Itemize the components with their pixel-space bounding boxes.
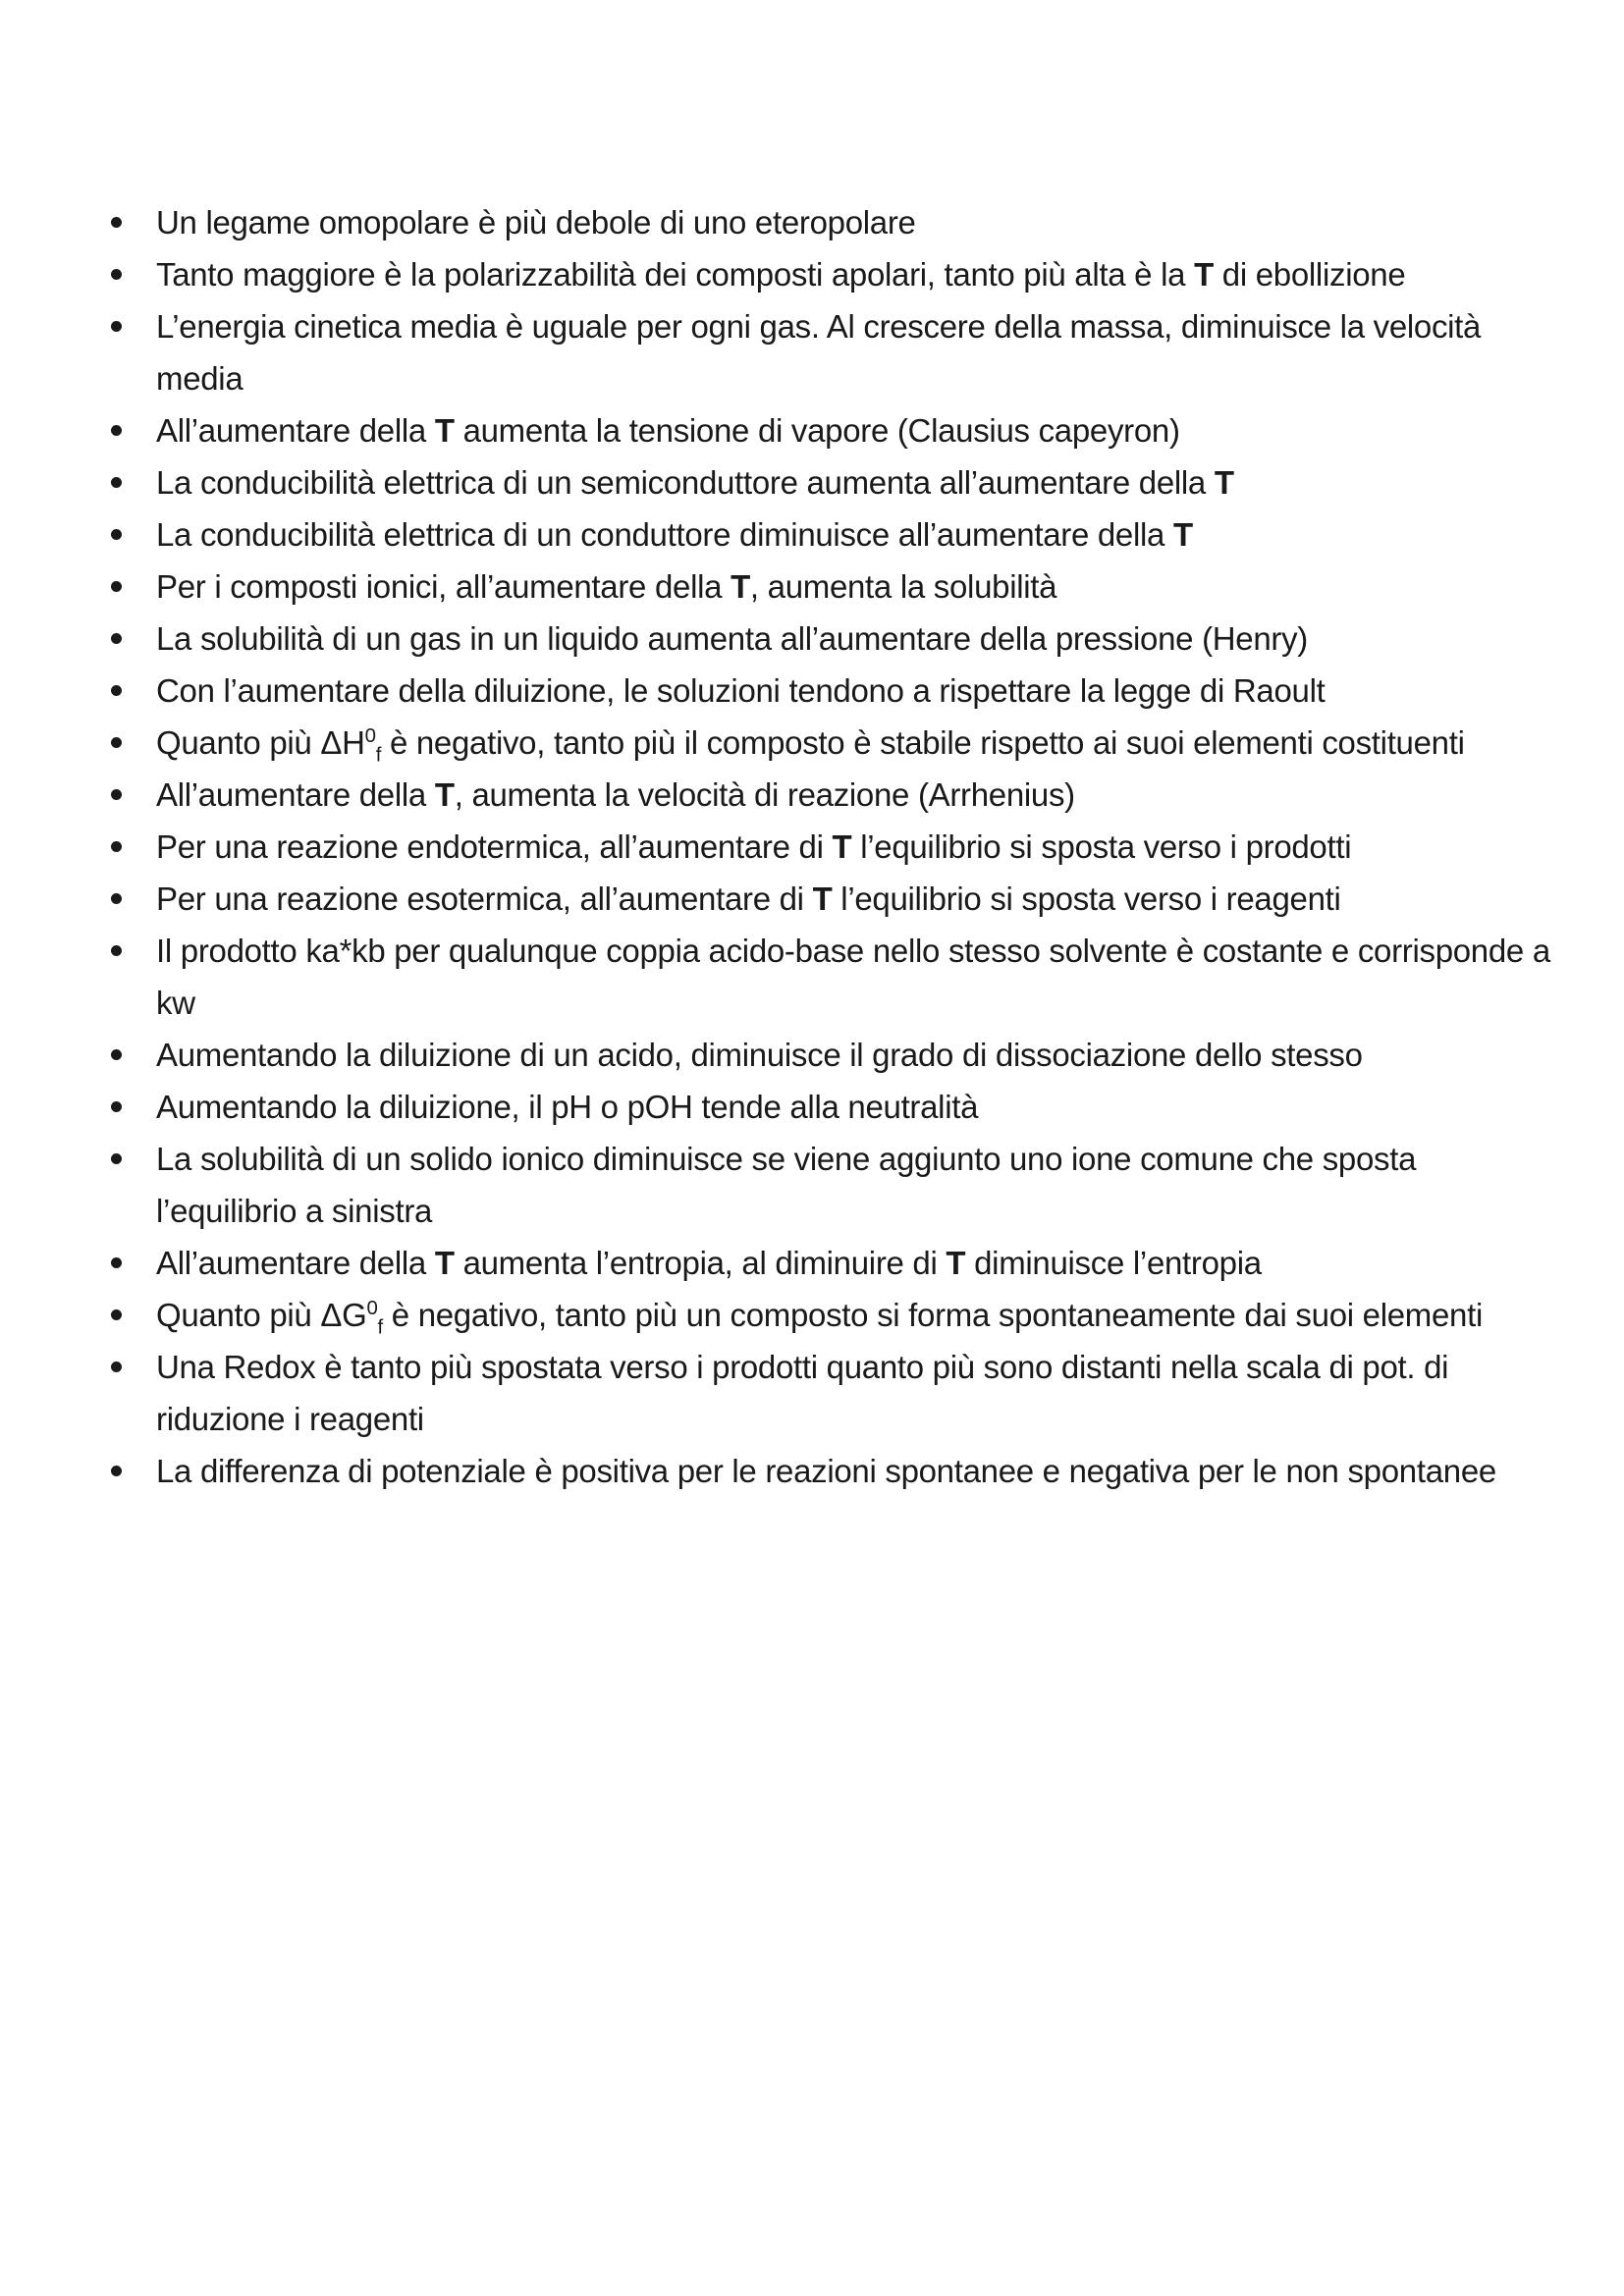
bullet-icon — [111, 217, 122, 228]
list-item-text — [156, 672, 1325, 709]
text-segment: di ebollizione — [1213, 256, 1406, 293]
bullet-icon — [111, 477, 122, 488]
bold-symbol: T — [434, 1245, 455, 1281]
list-item-text — [156, 881, 1341, 917]
list-item-text — [156, 620, 1308, 657]
list-item — [111, 1445, 1564, 1497]
list-item — [111, 508, 1564, 561]
list-item — [111, 1133, 1564, 1237]
bold-symbol: T — [434, 776, 455, 813]
list-item-text — [156, 1349, 1448, 1437]
list-item — [111, 561, 1564, 613]
list-item — [111, 456, 1564, 508]
list-item-text — [156, 516, 1193, 553]
text-segment: è negativo, tanto più un composto si forma spontaneamente dai suoi elementi — [382, 1297, 1483, 1333]
text-segment: Aumentando la diluizione di un acido, diminuisce il grado di dissociazione dello stesso — [156, 1037, 1363, 1073]
text-segment: La solubilità di un gas in un liquido aumenta all’aumentare della pressione (Henry) — [156, 620, 1308, 657]
text-segment: l’equilibrio si sposta verso i prodotti — [851, 828, 1352, 865]
bold-symbol: T — [1172, 516, 1193, 553]
list-item-text — [156, 412, 1180, 449]
list-item-text — [156, 724, 1465, 767]
text-segment: Una Redox è tanto più spostata verso i prodotti quanto più sono distanti nella scala di pot. di riduzione i reagenti — [156, 1349, 1449, 1437]
text-segment: è negativo, tanto più il composto è stabile rispetto ai suoi elementi costituenti — [381, 724, 1465, 761]
bullet-list — [111, 196, 1564, 1497]
list-item-text — [156, 1141, 1416, 1229]
text-segment: , aumenta la solubilità — [749, 568, 1057, 605]
subscript: f — [377, 1315, 383, 1339]
superscript: 0 — [366, 1297, 378, 1319]
bullet-icon — [111, 737, 122, 748]
list-item — [111, 404, 1564, 456]
text-segment: Un legame omopolare è più debole di uno eteropolare — [156, 204, 916, 240]
bullet-icon — [111, 1309, 122, 1320]
bullet-icon — [111, 529, 122, 540]
text-segment: aumenta l’entropia, al diminuire di — [454, 1245, 947, 1281]
bullet-icon — [111, 633, 122, 644]
list-item-text — [156, 776, 1075, 813]
bullet-icon — [111, 841, 122, 852]
bullet-icon — [111, 1362, 122, 1372]
bullet-icon — [111, 321, 122, 332]
text-segment: Aumentando la diluizione, il pH o pOH tende alla neutralità — [156, 1089, 979, 1125]
superscript: 0 — [364, 724, 376, 747]
list-item — [111, 665, 1564, 717]
bold-symbol: T — [1194, 256, 1214, 293]
list-item-text — [156, 1037, 1363, 1073]
bullet-icon — [111, 1049, 122, 1060]
subscript: f — [375, 743, 382, 767]
list-item — [111, 613, 1564, 665]
text-segment: l’equilibrio si sposta verso i reagenti — [832, 881, 1341, 917]
bullet-icon — [111, 1257, 122, 1268]
text-segment: All’aumentare della — [156, 1245, 435, 1281]
list-item — [111, 821, 1564, 873]
text-segment: All’aumentare della — [156, 776, 435, 813]
bold-symbol: T — [731, 568, 750, 605]
text-segment: La conducibilità elettrica di un conduttore diminuisce all’aumentare della — [156, 516, 1173, 553]
text-segment: Quanto più ΔG — [156, 1297, 367, 1333]
text-segment: Per i composti ionici, all’aumentare della — [156, 568, 731, 605]
text-segment: Quanto più ΔH — [156, 724, 365, 761]
text-segment: , aumenta la velocità di reazione (Arrhenius) — [454, 776, 1075, 813]
bold-symbol: T — [434, 412, 455, 449]
text-segment: Con l’aumentare della diluizione, le soluzioni tendono a rispettare la legge di Raoult — [156, 672, 1326, 709]
list-item — [111, 1237, 1564, 1289]
list-item — [111, 873, 1564, 925]
bullet-icon — [111, 1101, 122, 1112]
list-item — [111, 1081, 1564, 1133]
bold-symbol: T — [1214, 464, 1234, 501]
list-item-text — [156, 464, 1234, 501]
bullet-icon — [111, 269, 122, 280]
list-item-text — [156, 828, 1351, 865]
list-item-text — [156, 308, 1481, 397]
list-item — [111, 1289, 1564, 1341]
list-item — [111, 300, 1564, 404]
text-segment: Per una reazione esotermica, all’aumentare di — [156, 881, 813, 917]
list-item — [111, 1029, 1564, 1081]
text-segment: La differenza di potenziale è positiva per le reazioni spontanee e negativa per le non spontanee — [156, 1453, 1496, 1489]
bold-symbol: T — [832, 828, 852, 865]
bullet-icon — [111, 581, 122, 592]
bullet-icon — [111, 685, 122, 696]
bullet-icon — [111, 425, 122, 436]
text-segment: La conducibilità elettrica di un semiconduttore aumenta all’aumentare della — [156, 464, 1215, 501]
text-segment: Tanto maggiore è la polarizzabilità dei composti apolari, tanto più alta è la — [156, 256, 1195, 293]
list-item-text — [156, 1453, 1496, 1489]
list-item-text — [156, 1297, 1483, 1339]
list-item — [111, 248, 1564, 300]
bullet-icon — [111, 945, 122, 956]
text-segment: L’energia cinetica media è uguale per ogni gas. Al crescere della massa, diminuisce la velocità media — [156, 308, 1482, 397]
list-item — [111, 1341, 1564, 1445]
list-item-text — [156, 1245, 1262, 1281]
list-item-text — [156, 256, 1405, 293]
bullet-icon — [111, 893, 122, 904]
text-segment: aumenta la tensione di vapore (Clausius capeyron) — [454, 412, 1180, 449]
bullet-icon — [111, 1466, 122, 1476]
list-item — [111, 769, 1564, 821]
list-item-text — [156, 568, 1056, 605]
bullet-icon — [111, 789, 122, 800]
text-segment: diminuisce l’entropia — [965, 1245, 1262, 1281]
list-item — [111, 196, 1564, 248]
list-item-text — [156, 933, 1550, 1021]
bullet-icon — [111, 1153, 122, 1164]
text-segment: La solubilità di un solido ionico diminuisce se viene aggiunto uno ione comune che sposta l’equilibrio a sinistra — [156, 1141, 1417, 1229]
list-item — [111, 925, 1564, 1029]
list-item-text — [156, 204, 916, 240]
text-segment: All’aumentare della — [156, 412, 435, 449]
text-segment: Per una reazione endotermica, all’aumentare di — [156, 828, 833, 865]
list-item-text — [156, 1089, 978, 1125]
bold-symbol: T — [812, 881, 833, 917]
bold-symbol: T — [946, 1245, 966, 1281]
text-segment: Il prodotto ka*kb per qualunque coppia acido-base nello stesso solvente è costante e corrisponde a kw — [156, 933, 1550, 1021]
list-item — [111, 717, 1564, 769]
